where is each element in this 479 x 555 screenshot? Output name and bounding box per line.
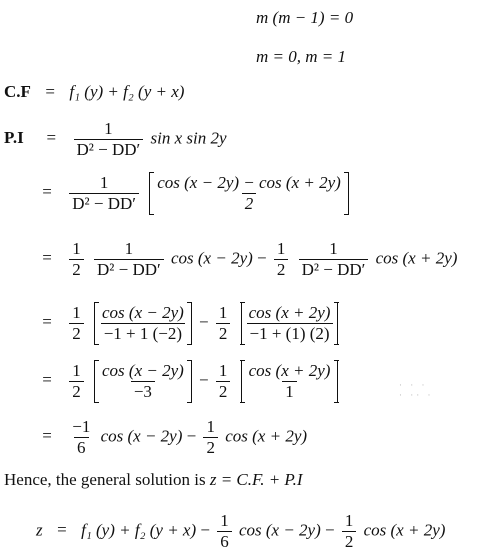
product-to-sum-bracket: $\frac{\cos (x - 2y) - \cos (x + 2y)}{2}$ (149, 172, 349, 215)
pi-line-4: = $\frac{1}{2}$ $\frac{\cos (x - 2y)}{-1 + 1 (-2)}$ − $\frac{1}{2}$ $\frac{\cos (x + 2y)}{-1 + (1) (2)}$ (32, 302, 341, 345)
pi-line-2: = $\frac{1}{\text{D² − DD′}}$ $\frac{\cos (x - 2y) - \cos (x + 2y)}{2}$ (32, 172, 352, 215)
pi-line-5: = $\frac{1}{2}$ $\frac{\cos (x - 2y)}{-3}$ − $\frac{1}{2}$ $\frac{\cos (x + 2y)}{1}$ (32, 360, 341, 403)
characteristic-roots: m = 0, m = 1 (256, 47, 346, 66)
conclusion-text: Hence, the general solution is z = C.F. + P.I (4, 470, 303, 489)
pi-label: P.I (4, 128, 24, 148)
cf-label: C.F (4, 82, 31, 101)
cf-expression: f₁ (y) + f₂ (y + x) (69, 82, 185, 101)
general-solution: z = f₁ (y) + f₂ (y + x) − $\frac{1}{6}$ cos (x − 2y) − $\frac{1}{2}$ cos (x + 2y) (36, 511, 446, 551)
scan-smudge: · · · · ·· · (399, 380, 434, 400)
complementary-function: C.F = f₁ (y) + f₂ (y + x) (4, 82, 185, 101)
rhs-function: sin x sin 2y (150, 128, 227, 148)
operator-fraction: $\frac{1}{\text{D² − DD′}}$ (74, 120, 144, 159)
pi-line-3: = $\frac{1}{2}$ $\frac{1}{\text{D² − DD′}}$ cos (x − 2y) − $\frac{1}{2}$ $\frac{1}{\text{D² − DD′}}$ cos (x + 2y) (42, 239, 458, 279)
operator-fraction: $\frac{1}{\text{D² − DD′}}$ (69, 174, 139, 213)
pi-line-6: = $\frac{-1}{6}$ cos (x − 2y) − $\frac{1}{2}$ cos (x + 2y) (42, 417, 308, 457)
pi-line-1: P.I = $\frac{1}{\text{D² − DD′}}$ sin x sin 2y (4, 119, 227, 159)
characteristic-equation: m (m − 1) = 0 (256, 8, 354, 27)
